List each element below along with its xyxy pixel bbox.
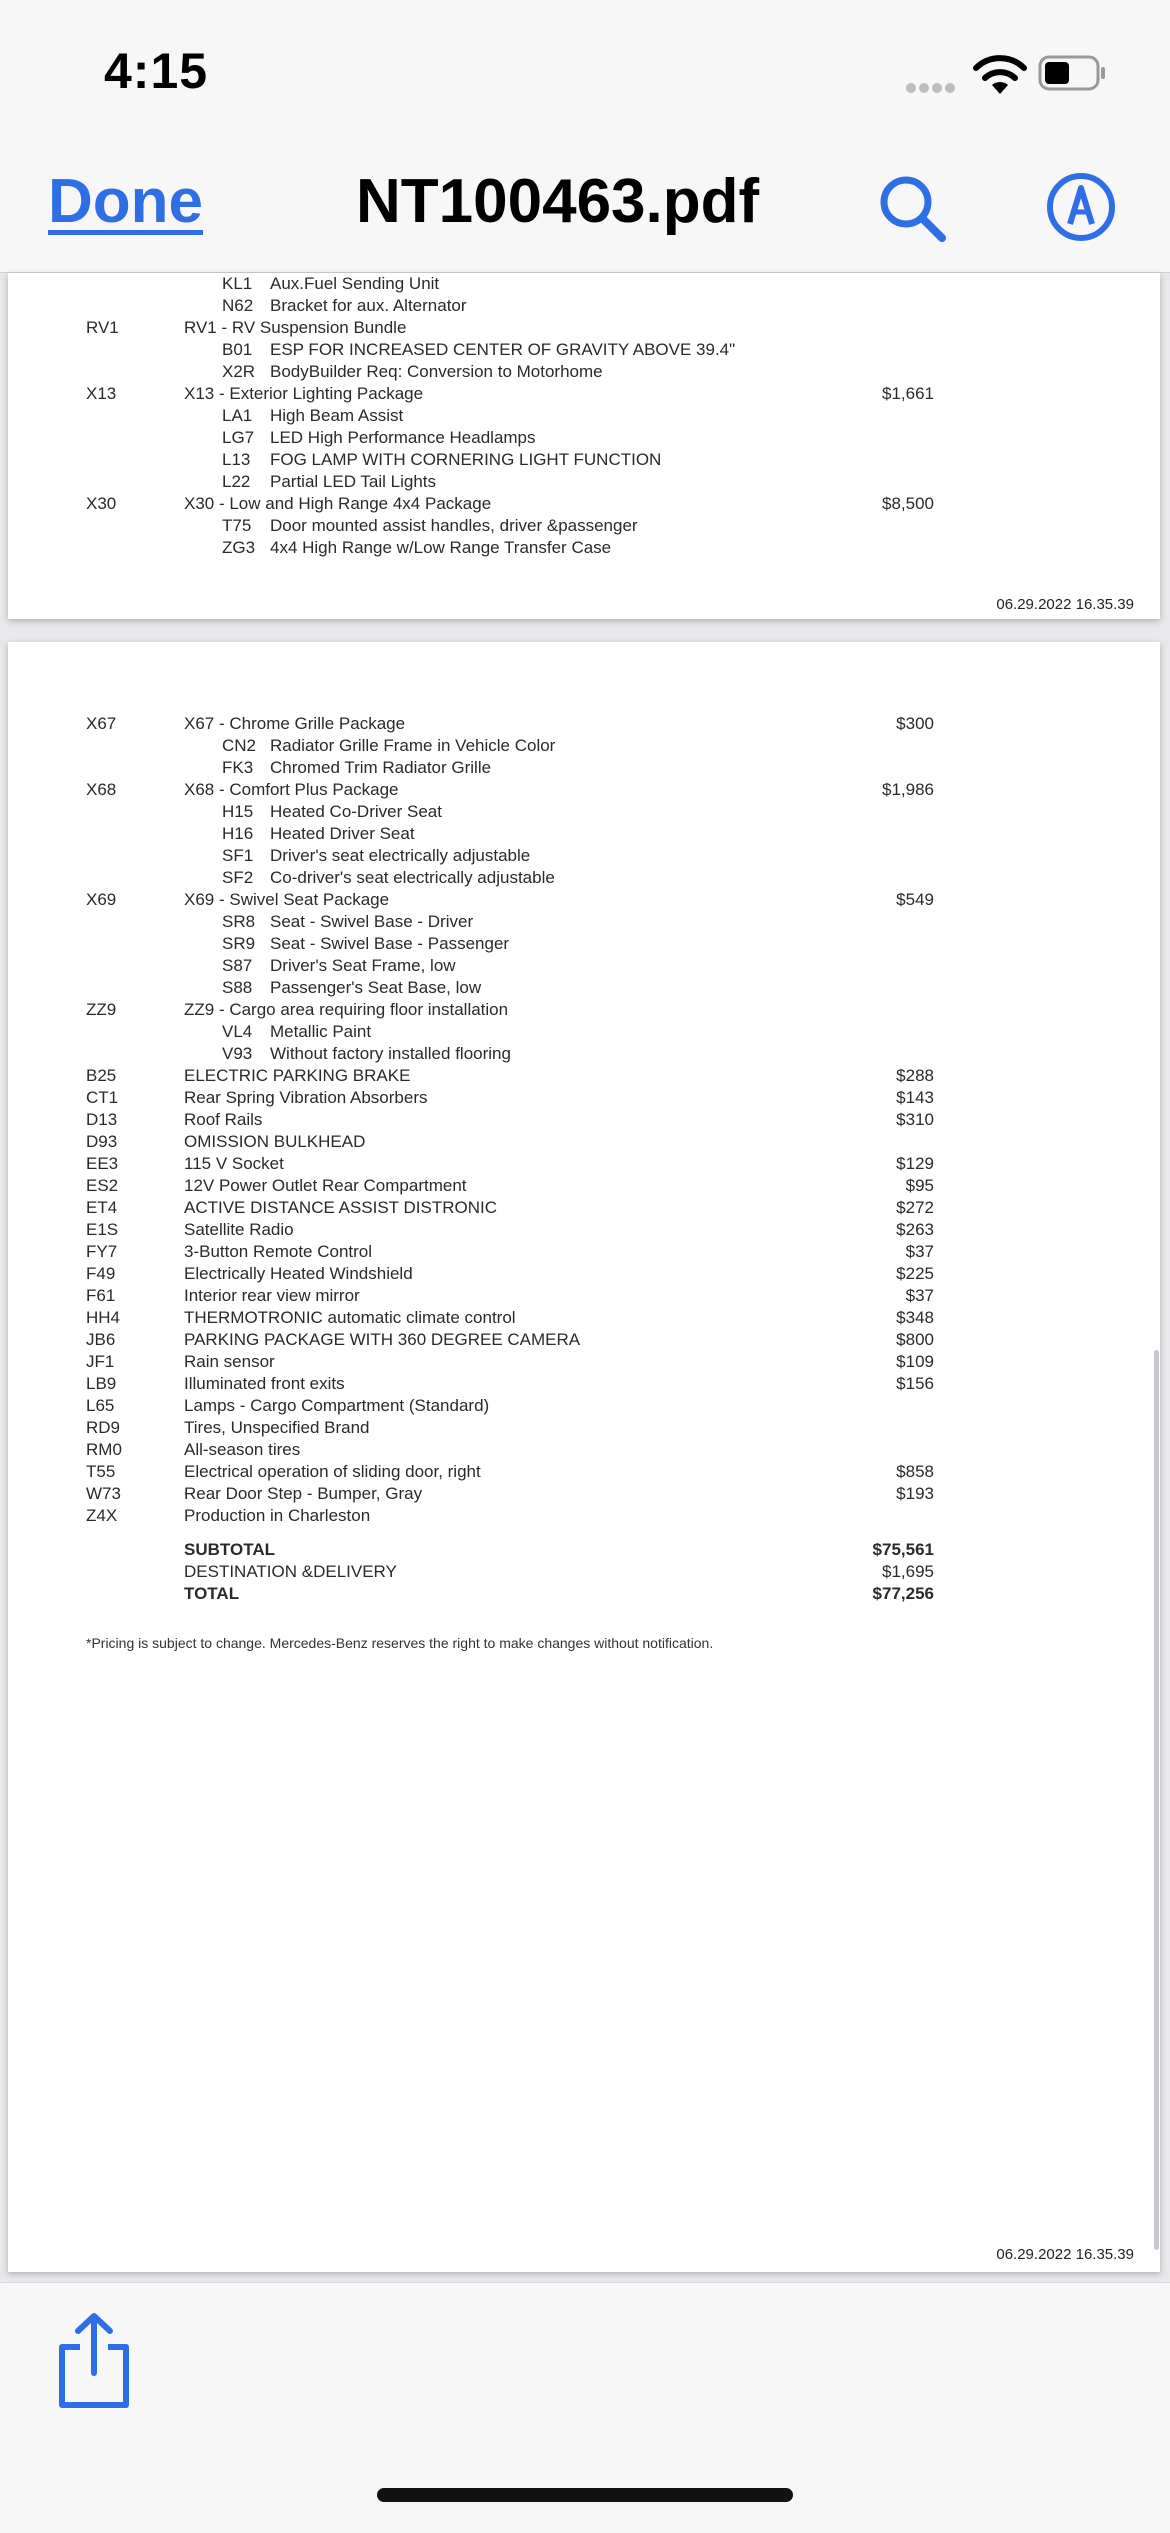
option-code: T55 [86, 1462, 116, 1481]
option-description: Rain sensor [184, 1352, 275, 1371]
cellular-signal-icon [906, 80, 958, 98]
search-icon[interactable] [876, 172, 948, 244]
pricing-note: *Pricing is subject to change. Mercedes-Benz reserves the right to make changes without notification. [86, 1635, 714, 1651]
battery-icon [1038, 54, 1108, 92]
option-code: CN2 [222, 736, 257, 755]
option-description: FOG LAMP WITH CORNERING LIGHT FUNCTION [270, 450, 662, 469]
option-description: Electrically Heated Windshield [184, 1264, 413, 1283]
option-price: $95 [905, 1176, 934, 1195]
navigation-bar [0, 140, 1170, 273]
option-code: EE3 [86, 1154, 119, 1173]
option-code: KL1 [222, 274, 253, 293]
option-code: JB6 [86, 1330, 116, 1349]
option-price: $288 [896, 1066, 934, 1085]
total-value: $1,695 [882, 1562, 934, 1581]
option-description: Seat - Swivel Base - Passenger [270, 934, 510, 953]
option-description: Aux.Fuel Sending Unit [270, 274, 440, 293]
option-code: V93 [222, 1044, 253, 1063]
option-description: Interior rear view mirror [184, 1286, 360, 1305]
option-code: LA1 [222, 406, 253, 425]
option-description: Without factory installed flooring [270, 1044, 511, 1063]
status-bar [0, 0, 1170, 140]
option-description: Roof Rails [184, 1110, 263, 1129]
option-description: ELECTRIC PARKING BRAKE [184, 1066, 411, 1085]
option-description: ZZ9 - Cargo area requiring floor installation [184, 1000, 509, 1019]
pdf-page [8, 273, 1160, 619]
option-code: ZG3 [222, 538, 256, 557]
option-description: LED High Performance Headlamps [270, 428, 536, 447]
option-description: Chromed Trim Radiator Grille [270, 758, 492, 777]
option-description: Metallic Paint [270, 1022, 372, 1041]
option-price: $193 [896, 1484, 934, 1503]
option-code: FY7 [86, 1242, 118, 1261]
total-value: $77,256 [872, 1584, 934, 1603]
option-price: $143 [896, 1088, 934, 1107]
option-description: Passenger's Seat Base, low [270, 978, 482, 997]
total-label: TOTAL [184, 1584, 240, 1603]
option-price: $225 [896, 1264, 934, 1283]
option-code: RM0 [86, 1440, 122, 1459]
option-description: Driver's Seat Frame, low [270, 956, 456, 975]
option-price: $858 [896, 1462, 934, 1481]
wifi-icon [972, 52, 1028, 98]
option-description: Co-driver's seat electrically adjustable [270, 868, 555, 887]
option-code: W73 [86, 1484, 121, 1503]
option-code: JF1 [86, 1352, 115, 1371]
page-timestamp: 06.29.2022 16.35.39 [996, 596, 1134, 613]
option-description: X68 - Comfort Plus Package [184, 780, 399, 799]
option-code: S88 [222, 978, 253, 997]
option-price: $348 [896, 1308, 934, 1327]
option-description: Illuminated front exits [184, 1374, 345, 1393]
option-description: BodyBuilder Req: Conversion to Motorhome [270, 362, 603, 381]
option-code: SF2 [222, 868, 254, 887]
option-code: D13 [86, 1110, 118, 1129]
option-price: $156 [896, 1374, 934, 1393]
option-code: RD9 [86, 1418, 121, 1437]
option-code: X68 [86, 780, 117, 799]
option-price: $1,986 [882, 780, 934, 799]
option-code: D93 [86, 1132, 118, 1151]
option-code: VL4 [222, 1022, 253, 1041]
option-description: OMISSION BULKHEAD [184, 1132, 366, 1151]
home-indicator [377, 2488, 793, 2502]
option-code: X30 [86, 494, 117, 513]
option-code: HH4 [86, 1308, 121, 1327]
option-description: Rear Spring Vibration Absorbers [184, 1088, 428, 1107]
option-code: ZZ9 [86, 1000, 117, 1019]
option-code: Z4X [86, 1506, 118, 1525]
option-code: RV1 [86, 318, 119, 337]
option-description: All-season tires [184, 1440, 301, 1459]
option-description: Rear Door Step - Bumper, Gray [184, 1484, 423, 1503]
option-description: Heated Co-Driver Seat [270, 802, 442, 821]
markup-icon[interactable] [1046, 172, 1116, 242]
option-code: SF1 [222, 846, 254, 865]
option-price: $800 [896, 1330, 934, 1349]
option-description: Bracket for aux. Alternator [270, 296, 467, 315]
option-code: LB9 [86, 1374, 117, 1393]
total-label: SUBTOTAL [184, 1540, 275, 1559]
option-price: $37 [905, 1242, 934, 1261]
option-code: FK3 [222, 758, 254, 777]
option-description: Partial LED Tail Lights [270, 472, 436, 491]
option-code: CT1 [86, 1088, 119, 1107]
option-code: S87 [222, 956, 253, 975]
option-price: $263 [896, 1220, 934, 1239]
option-code: SR8 [222, 912, 256, 931]
option-code: F49 [86, 1264, 116, 1283]
option-description: RV1 - RV Suspension Bundle [184, 318, 407, 337]
option-description: Tires, Unspecified Brand [184, 1418, 370, 1437]
option-code: B25 [86, 1066, 117, 1085]
scrollbar[interactable] [1154, 1350, 1159, 2250]
page-timestamp: 06.29.2022 16.35.39 [996, 2246, 1134, 2263]
option-description: Satellite Radio [184, 1220, 294, 1239]
option-description: 115 V Socket [184, 1154, 284, 1173]
option-code: B01 [222, 340, 253, 359]
option-description: X69 - Swivel Seat Package [184, 890, 390, 909]
done-button[interactable]: Done [48, 167, 203, 236]
option-code: H16 [222, 824, 254, 843]
option-price: $8,500 [882, 494, 934, 513]
option-description: THERMOTRONIC automatic climate control [184, 1308, 516, 1327]
option-description: Driver's seat electrically adjustable [270, 846, 531, 865]
option-description: 12V Power Outlet Rear Compartment [184, 1176, 467, 1195]
option-price: $549 [896, 890, 934, 909]
option-price: $1,661 [882, 384, 934, 403]
option-description: Electrical operation of sliding door, right [184, 1462, 481, 1481]
option-description: Door mounted assist handles, driver &passenger [270, 516, 638, 535]
option-description: Production in Charleston [184, 1506, 371, 1525]
option-description: PARKING PACKAGE WITH 360 DEGREE CAMERA [184, 1330, 581, 1349]
option-price: $37 [905, 1286, 934, 1305]
option-description: X67 - Chrome Grille Package [184, 714, 406, 733]
option-code: L13 [222, 450, 251, 469]
option-price: $272 [896, 1198, 934, 1217]
share-icon[interactable] [54, 2311, 134, 2411]
option-code: T75 [222, 516, 252, 535]
option-code: ET4 [86, 1198, 118, 1217]
option-code: F61 [86, 1286, 116, 1305]
status-time: 4:15 [104, 43, 209, 99]
document-title: NT100463.pdf [356, 167, 760, 236]
option-code: ES2 [86, 1176, 119, 1195]
option-price: $109 [896, 1352, 934, 1371]
option-description: Heated Driver Seat [270, 824, 415, 843]
total-value: $75,561 [872, 1540, 934, 1559]
option-code: L22 [222, 472, 251, 491]
option-description: Lamps - Cargo Compartment (Standard) [184, 1396, 490, 1415]
option-price: $300 [896, 714, 934, 733]
option-price: $310 [896, 1110, 934, 1129]
option-description: Seat - Swivel Base - Driver [270, 912, 474, 931]
option-description: High Beam Assist [270, 406, 404, 425]
option-code: X2R [222, 362, 256, 381]
option-description: 4x4 High Range w/Low Range Transfer Case [270, 538, 612, 557]
option-description: ACTIVE DISTANCE ASSIST DISTRONIC [184, 1198, 497, 1217]
option-code: X67 [86, 714, 117, 733]
option-description: ESP FOR INCREASED CENTER OF GRAVITY ABOVE 39.4" [270, 340, 736, 359]
option-description: X13 - Exterior Lighting Package [184, 384, 424, 403]
option-code: E1S [86, 1220, 119, 1239]
total-label: DESTINATION &DELIVERY [184, 1562, 397, 1581]
option-description: X30 - Low and High Range 4x4 Package [184, 494, 492, 513]
option-code: LG7 [222, 428, 255, 447]
option-description: Radiator Grille Frame in Vehicle Color [270, 736, 556, 755]
option-code: SR9 [222, 934, 256, 953]
option-code: N62 [222, 296, 254, 315]
option-code: H15 [222, 802, 254, 821]
option-price: $129 [896, 1154, 934, 1173]
option-code: X13 [86, 384, 117, 403]
option-code: X69 [86, 890, 117, 909]
pdf-page [8, 642, 1160, 2272]
option-description: 3-Button Remote Control [184, 1242, 373, 1261]
option-code: L65 [86, 1396, 115, 1415]
